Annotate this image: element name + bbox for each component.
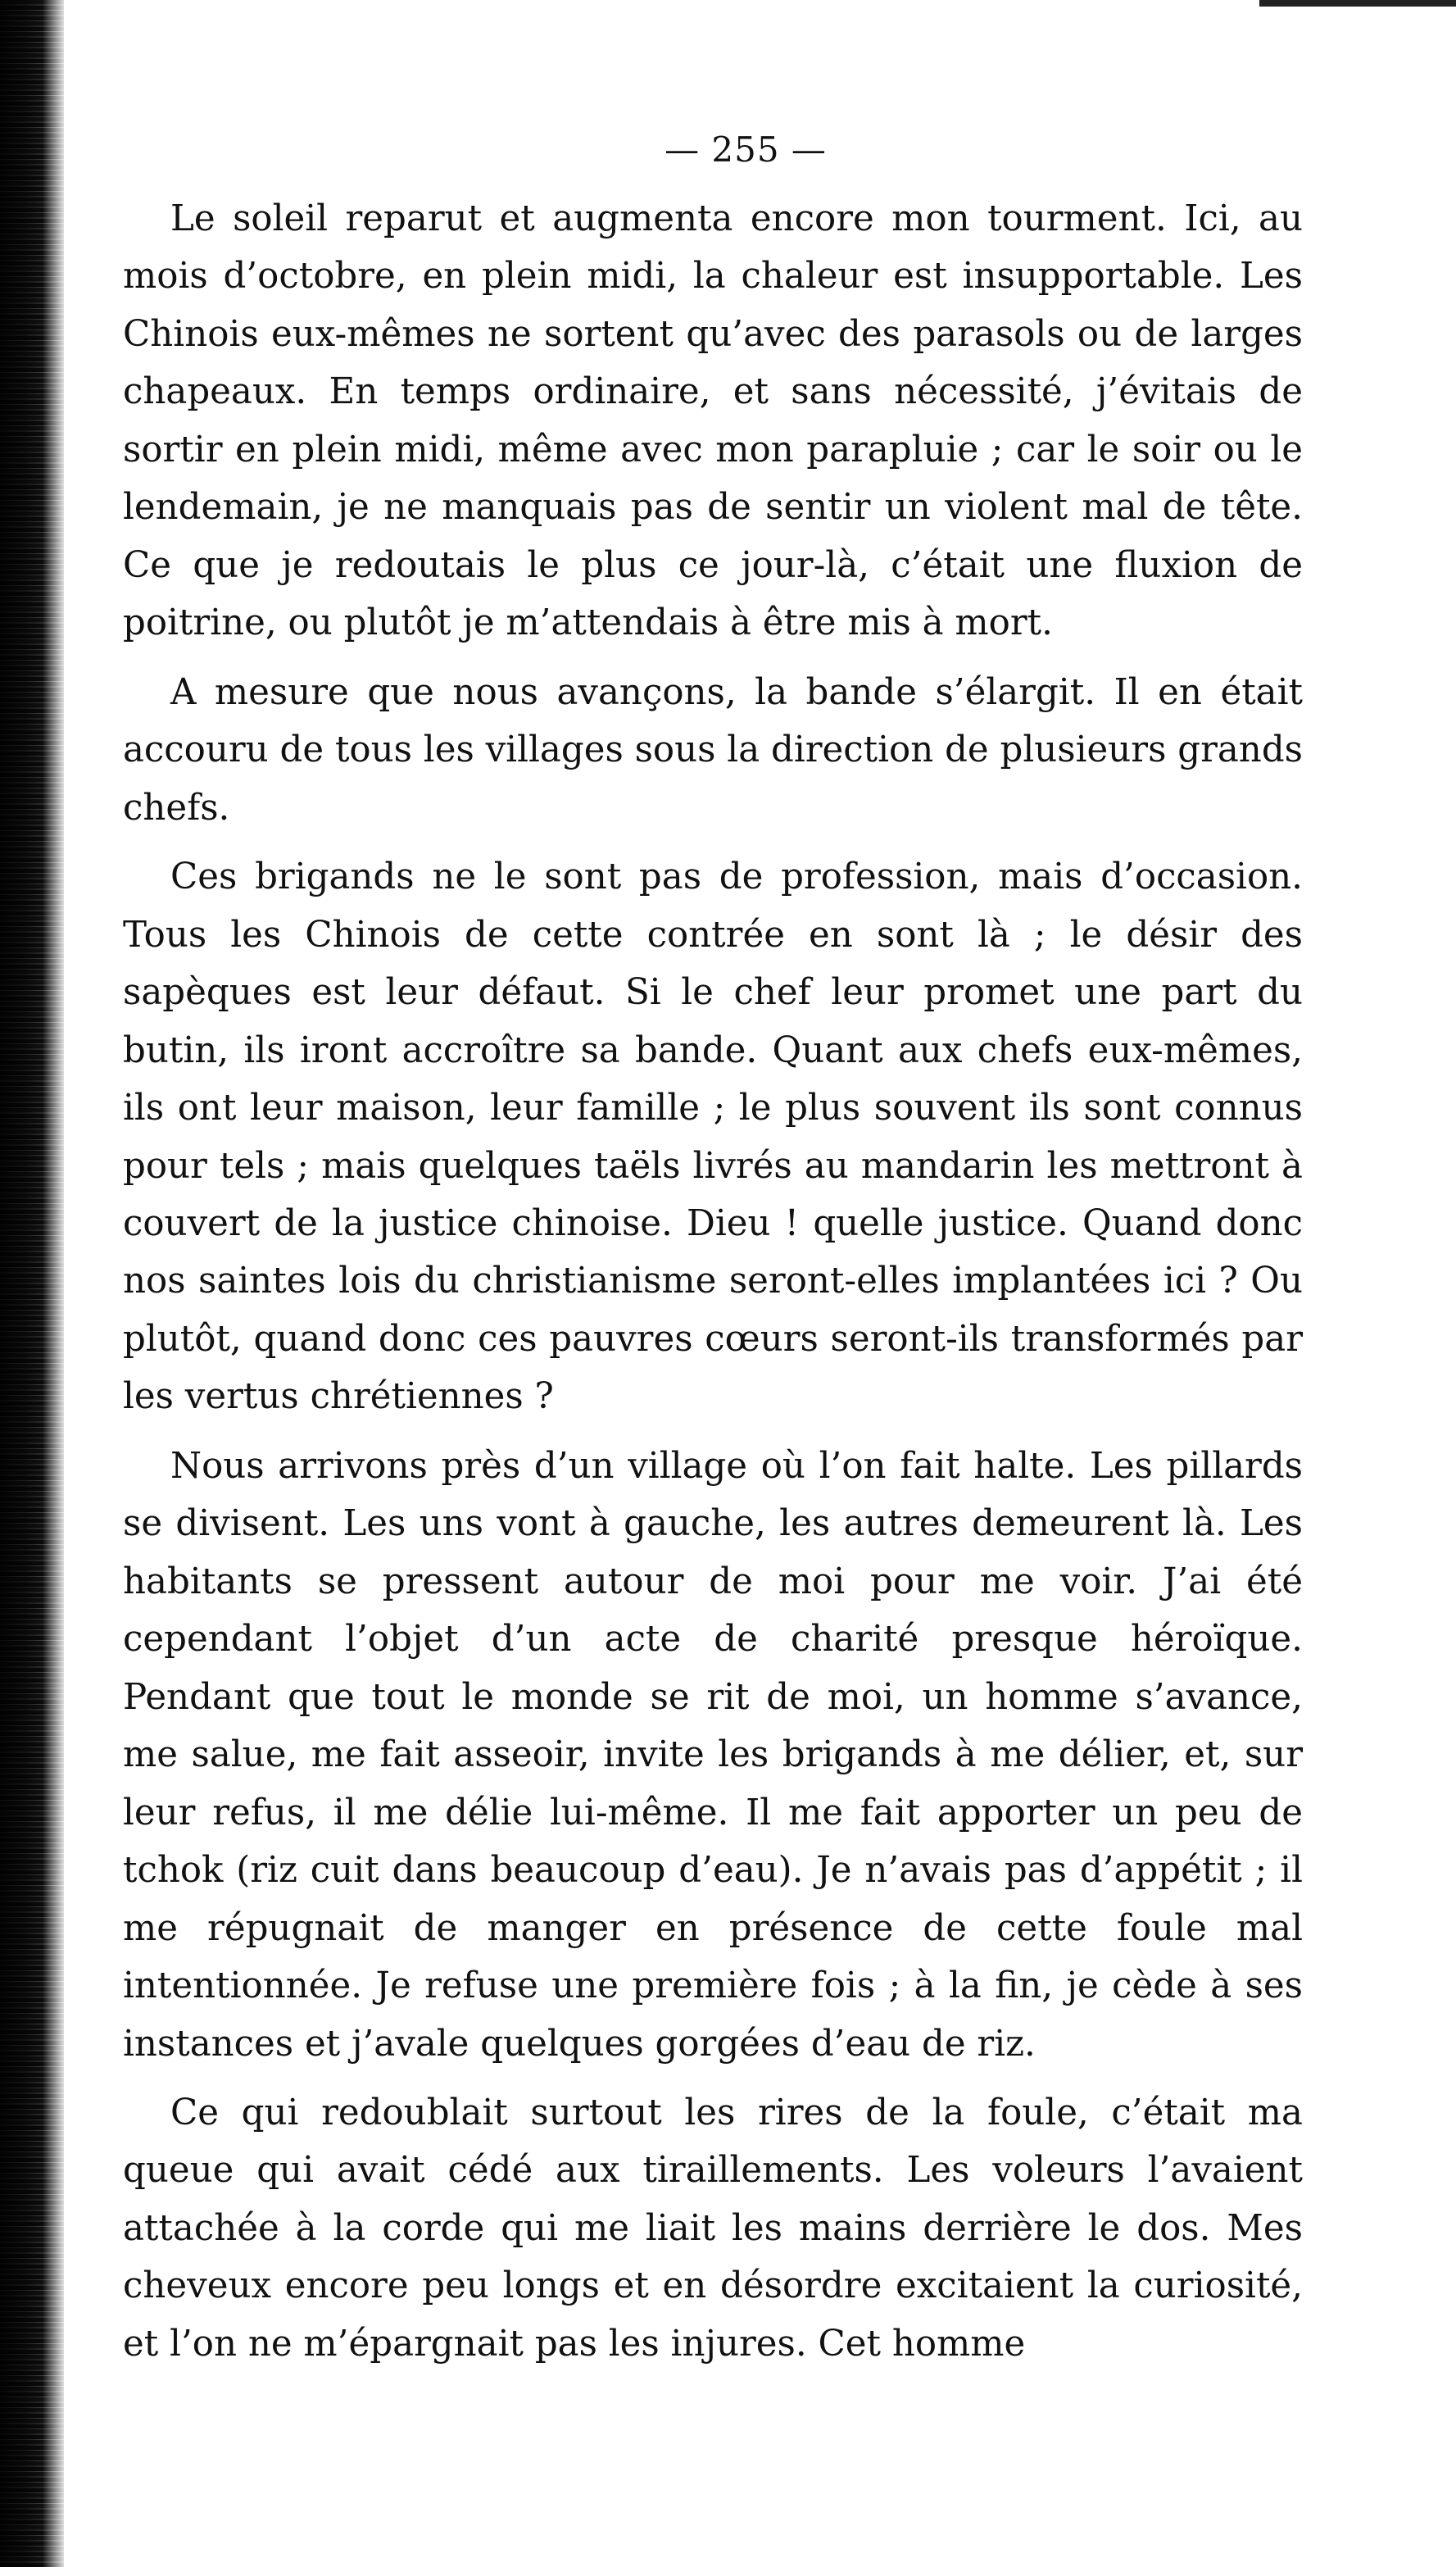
body-text bbox=[123, 190, 1303, 2373]
paragraph: Ces brigands ne le sont pas de profession, mais d’occasion. Tous les Chinois de cette contrée en sont là ; le désir des sapèques est leur défaut. Si le chef leur promet une part du butin, ils iront accroître sa bande. Quant aux chefs eux-mêmes, ils ont leur maison, leur famille ; le plus souvent ils sont connus pour tels ; mais quelques taëls livrés au mandarin les mettront à couvert de la justice chinoise. Dieu ! quelle justice. Quand donc nos saintes lois du christianisme seront-elles implantées ici ? Ou plutôt, quand donc ces pauvres cœurs seront-ils transformés par les vertus chrétiennes ? bbox=[123, 856, 1303, 1418]
paragraph: A mesure que nous avançons, la bande s’élargit. Il en était accouru de tous les villages sous la direction de plusieurs grands chefs. bbox=[123, 671, 1303, 829]
scan-artifact bbox=[1259, 0, 1456, 7]
page-binding-edge bbox=[0, 0, 64, 2567]
paragraph: Nous arrivons près d’un village où l’on fait halte. Les pillards se divisent. Les uns vont à gauche, les autres demeurent là. Les habitants se pressent autour de moi pour me voir. J’ai été cependant l’objet d’un acte de charité presque héroïque. Pendant que tout le monde se rit de moi, un homme s’avance, me salue, me fait asseoir, invite les brigands à me délier, et, sur leur refus, il me délie lui-même. Il me fait apporter un peu de tchok (riz cuit dans beaucoup d’eau). Je n’avais pas d’appétit ; il me répugnait de manger en présence de cette foule mal intentionnée. Je refuse une première fois ; à la fin, je cède à ses instances et j’avale quelques gorgées d’eau de riz. bbox=[123, 1445, 1303, 2065]
page-number: — 255 — bbox=[664, 129, 827, 170]
paragraph: Ce qui redoublait surtout les rires de la foule, c’était ma queue qui avait cédé aux tiraillements. Les voleurs l’avaient attachée à la corde qui me liait les mains derrière le dos. Mes cheveux encore peu longs et en désordre excitaient la curiosité, et l’on ne m’épargnait pas les injures. Cet homme bbox=[123, 2092, 1303, 2365]
paragraph: Le soleil reparut et augmenta encore mon tourment. Ici, au mois d’octobre, en plein midi, la chaleur est insupportable. Les Chinois eux-mêmes ne sortent qu’avec des parasols ou de larges chapeaux. En temps ordinaire, et sans nécessité, j’évitais de sortir en plein midi, même avec mon parapluie ; car le soir ou le lendemain, je ne manquais pas de sentir un violent mal de tête. Ce que je redoutais le plus ce jour-là, c’était une fluxion de poitrine, ou plutôt je m’attendais à être mis à mort. bbox=[123, 198, 1303, 644]
